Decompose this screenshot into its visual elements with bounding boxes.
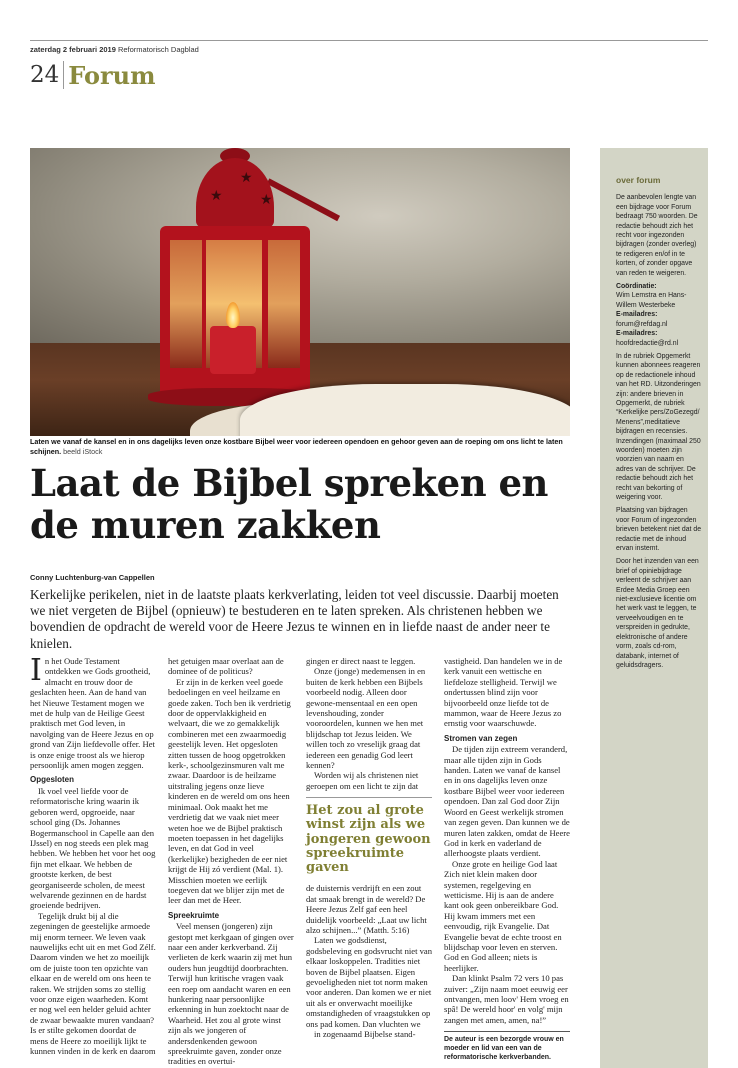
email-link[interactable]: hoofdredactie@rd.nl [616, 339, 679, 347]
paragraph: Veel mensen (jongeren) zijn gestopt met kerkgaan of gingen over naar een ander kerkverband. Zij verlieten de kerk waarin zij met hun ouders hun jeugdtijd doorbrachten. Terwijl hun kritische vragen vaak een roep om aandacht waren en een hunkering naar persoonlijke erkenning in hun zoektocht naar de Waarheid. Het zou al grote winst zijn als we jongeren of andersdenkenden gewoon spreekruimte gaven, zonder onze tradities en overtui- [168, 921, 294, 1067]
subheading: Opgesloten [30, 775, 75, 785]
paragraph-text: n het Oude Testament ontdekken we Gods grootheid, almacht en trouw door de geslachten heen. Aan de hand van het Nieuwe Testament mogen we met de hulp van de Heilige Geest praktisch met God leven, in navolging van de Heere Jezus en op grond van Zijn liefdevolle offer. Het is onze enige troost als we hierop persoonlijk amen mogen zeggen. [30, 656, 155, 771]
star-icon: ★ [210, 188, 223, 204]
star-icon: ★ [260, 192, 273, 208]
subheading: Spreekruimte [168, 910, 220, 920]
column-3 [306, 656, 432, 1039]
issue-date: zaterdag 2 februari 2019 [30, 45, 116, 54]
dateline [30, 45, 199, 54]
email-label: E-mailadres: [616, 330, 658, 338]
newspaper-name: Reformatorisch Dagblad [117, 45, 199, 54]
candle [210, 326, 256, 374]
sidebar-paragraph: Door het inzenden van een brief of opiniebijdrage verleent de schrijver aan Erdee Media Groep een niet-exclusieve licentie om het werk vast te leggen, te verveelvoudigen en te verspreiden in gedrukte, elektronische of andere vorm, zoals cd-rom, databank, internet of geluidsdragers. [616, 558, 699, 669]
sidebar-over-forum [600, 148, 708, 1068]
paragraph [30, 653, 156, 771]
column-2 [168, 656, 294, 1067]
article-author: Conny Luchtenburg-van Cappellen [30, 573, 155, 582]
paragraph: vastigheid. Dan handelen we in de kerk vanuit een wettische en liefdeloze stelligheid. Terwijl we ondertussen blind zijn voor bijvoorbeeld onze liefde tot de mammon, waar de Heere Jezus zo ernstig voor waarschuwde. [444, 656, 563, 729]
subheading: Stromen van zegen [444, 733, 518, 743]
drop-cap: I [30, 653, 42, 688]
pull-quote: Het zou al grote winst zijn als we jongeren gewoon spreekruimte gaven [306, 797, 432, 875]
sidebar-contacts [616, 282, 702, 348]
photo-caption [30, 437, 570, 457]
sidebar-paragraph: Plaatsing van bijdragen voor Forum of ingezonden brieven betekent niet dat de redactie met de inhoud ervan instemt. [616, 507, 702, 553]
bible-book [240, 384, 570, 436]
article-photo [30, 148, 570, 436]
author-note: De auteur is een bezorgde vrouw en moeder en lid van een van de reformatorische kerkverbanden. [444, 1031, 570, 1062]
sidebar-content [616, 176, 702, 674]
paragraph: Onze (jonge) medemensen in en buiten de kerk hebben een Bijbels voorbeeld nodig. Alleen door gewone-mensentaal en een open levenshouding, zonder voorоordelen, kunnen we hen met blijdschap tot Jezus leiden. We willen toch zo vreselijk graag dat iedereen een genadig God leert kennen? [306, 666, 426, 771]
paragraph: Er zijn in de kerken veel goede bedoelingen en veel heilzame en goede zaken. Toch ben ik verdrietig door de oppervlakkigheid en welvaart, die we zo gemakkelijk combineren met een zwaarmoedig geestelijk leven. Het opgesloten zitten tussen de hoog opgetrokken kerk-, schoolgezinsmuren valt me zwaar. Daardoor is de heilzame uitstraling jegens onze lieve kinderen en de wereld om ons heen minimaal. Ook maakt het me verdrietig dat we vaak niet meer weten hoe we de Bijbel praktisch moeten toepassen in het dagelijks leven, en dat God in veel (kerkelijke) bezigheden de eer niet krijgt de Hij zó verdient (Mal. 1). Misschien moeten we eerlijk toegeven dat we blijer zijn met de leer dan met de Heer. [168, 676, 291, 906]
lantern-window [170, 240, 202, 368]
coordinatie-value: Wim Lemstra en Hans-Willem Westerbeke [616, 292, 687, 309]
flame-icon [226, 302, 240, 328]
photo-credit: beeld iStock [63, 447, 103, 456]
column-1 [30, 653, 156, 1057]
header-divider [63, 61, 64, 89]
article-headline: Laat de Bijbel spreken en de muren zakken [30, 461, 548, 547]
column-4 [444, 656, 570, 1062]
page-number: 24 [30, 62, 60, 88]
paragraph: Worden wij als christenen niet geroepen om een licht te zijn dat [306, 770, 419, 791]
caption-text: Laten we vanaf de kansel en in ons dagelijks leven onze kostbare Bijbel weer voor iedereen opendoen en gehoor geven aan de roeping om ons licht te laten schijnen. [30, 437, 563, 456]
paragraph: Dan klinkt Psalm 72 vers 10 pas zuiver: „Zijn naam moet eeuwig eer ontvangen, men loov' Hem vroeg en spâ! De wereld hoor' en volg' mijn zangen met amen, amen, na!” [444, 973, 569, 1025]
article-intro: Kerkelijke perikelen, niet in de laatste plaats kerkverlating, leiden tot veel discussie. Daarbij moeten we niet vergeten de Bijbel (opnieuw) te bestuderen en te laten spreken. Als christenen hebben we bovendien de opdracht de wereld voor de Heere Jezus te winnen en in liefde naast de ander neer te knielen. [30, 587, 559, 651]
page-header [30, 58, 156, 92]
email-label: E-mailadres: [616, 311, 658, 319]
section-title: Forum [68, 60, 156, 90]
paragraph: de duisternis verdrijft en een zout dat smaak brengt in de wereld? De Heere Jezus Zelf gaf een heel duidelijk voorbeeld: „Laat uw licht alzo schijnen...” (Matth. 5:16) [306, 883, 427, 935]
lantern-window [268, 240, 300, 368]
top-rule [30, 40, 708, 41]
paragraph: in zogenaamd Bijbelse stand- [314, 1028, 416, 1039]
coordinatie-label: Coördinatie: [616, 283, 657, 291]
sidebar-title: over forum [616, 175, 661, 185]
sidebar-paragraph: De aanbevolen lengte van een bijdrage voor Forum bedraagt 750 woorden. De redactie behoudt zich het recht voor ingezonden bijdragen (zonder overleg) te redigeren en/of in te korten, of zonder opgave van reden te weigeren. [616, 194, 698, 277]
paragraph: De tijden zijn extreem veranderd, maar alle tijden zijn in Gods handen. Laten we vanaf de kansel en in ons dagelijks leven onze kostbare Bijbel weer voor iedereen opendoen. Dan zal God door Zijn Woord en Geest werkelijk stromen van zegen geven. Dan kunnen we de muren laten zakken, omdat de Heere God in kerk en vaderland de allerhoogste plaats verdient. [444, 744, 570, 859]
star-icon: ★ [240, 170, 253, 186]
paragraph: Tegelijk drukt bij al die zegeningen de geestelijke armoede mij enorm terneer. We leven vaak nauwelijks echt uit en met God Zélf. Daarom vinden we het zo moeilijk om de juiste toon ten opzichte van elkaar en de wereld om ons heen te raken. We strijden soms zo stellig voor onze eigen waarheden. Komt er nog wel een helder geluid achter de zwaar bewaakte muren vandaan? Is er stilte gekomen doordat de mens de Heere zo moeilijk lijkt te kunnen vinden in de kerk en daarom [30, 910, 156, 1057]
paragraph: gingen er direct naast te leggen. [306, 656, 416, 666]
paragraph: Laten we godsdienst, godsbeleving en godsvrucht niet van elkaar loskoppelen. Tradities niet boven de Bijbel plaatsen. Eigen gevoeligheden niet tot norm maken voor anderen. Dan komen we er niet uit als er onverwacht moeilijke omstandigheden of vraagstukken op ons pad komen. Dan vluchten we [306, 935, 433, 1029]
paragraph: Onze grote en heilige God laat Zich niet klein maken door systemen, regelgeving en wetticisme. Hij is aan de andere kant ook geen onbereikbare God. Hij kwam immers met een eenvoudig, rijk Evangelie. Dat Evangelie bevat de echte troost en blijdschap voor leven en sterven. God en God alleen; niets is heerlijker. [444, 858, 562, 973]
email-link[interactable]: forum@refdag.nl [616, 320, 668, 328]
paragraph: Ik voel veel liefde voor de reformatorische kring waarin ik geboren werd, opgroeide, naar school ging (Ds. Johannes Bogermanschool in Capelle aan den IJssel) en nog steeds een plek mag hebben. We hebben het voor het oog fijn met elkaar. We hebben de grootste kerken, de best georganiseerde scholen, de meest welvarende gezinnen en de hardst groeiende bedrijven. [30, 785, 156, 911]
paragraph: het getuigen maar overlaat aan de dominee of de politicus? [168, 656, 284, 677]
sidebar-paragraph: In de rubriek Opgemerkt kunnen abonnees reageren op de redactionele inhoud van het RD. Uitzonderingen zijn: andere brieven in Opgemerkt, de rubriek “Kerkelijke pers/ZoGezegd/ Menens”,meditatieve bijdragen en recensies. Inzendingen (maximaal 250 woorden) moeten zijn voorzien van naam en adres van de schrijver. De redactie behoudt zich het recht van bekorting of weigering voor. [616, 352, 701, 501]
